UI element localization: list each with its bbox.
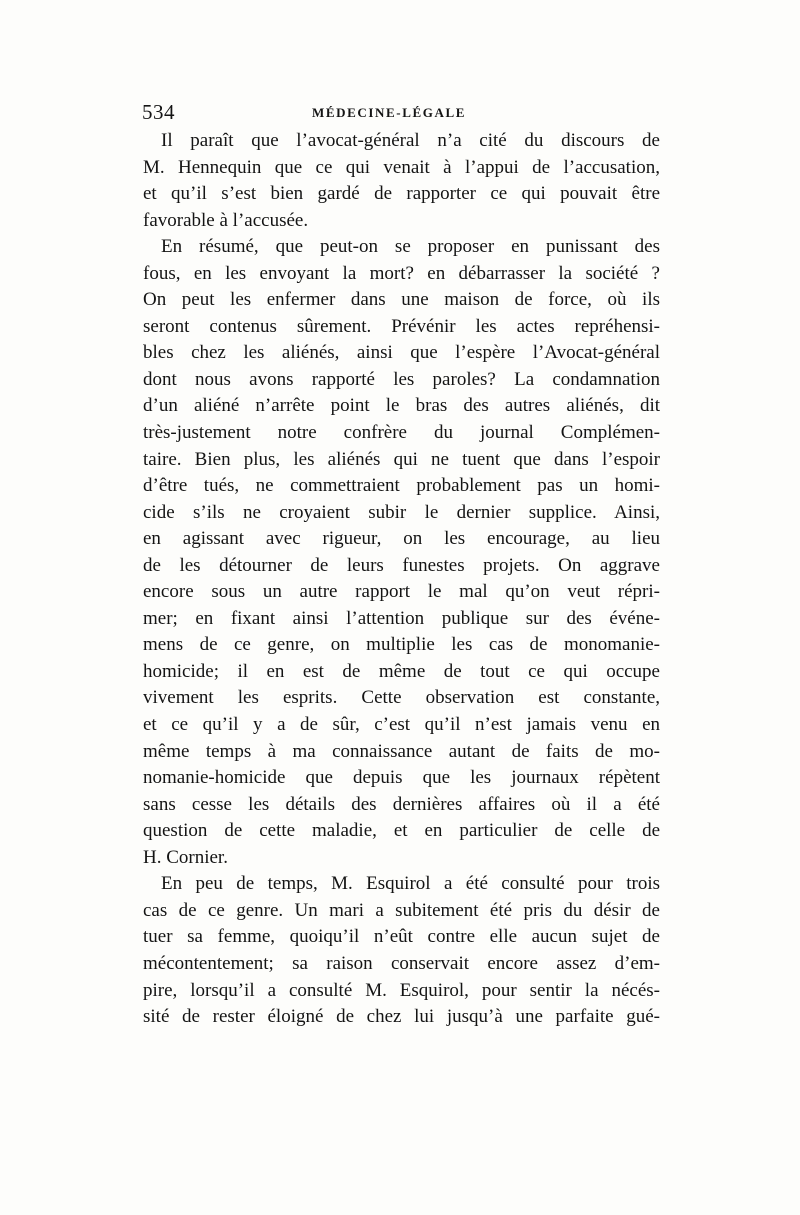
text-line: mer; en fixant ainsi l’attention publique sur des événe- xyxy=(143,607,660,629)
text-line: vivement les esprits. Cette observation est constante, xyxy=(143,687,660,709)
text-line: même temps à ma connaissance autant de faits de mo- xyxy=(143,740,660,762)
text-line: encore sous un autre rapport le mal qu’on veut répri- xyxy=(143,581,660,603)
text-line: mens de ce genre, on multiplie les cas de monomanie- xyxy=(143,634,660,656)
text-line: de les détourner de leurs funestes projets. On aggrave xyxy=(143,554,660,576)
running-title: MÉDECINE-LÉGALE xyxy=(312,105,467,120)
text-line: M. Hennequin que ce qui venait à l’appui de l’accusation, xyxy=(143,156,660,178)
text-line: très-justement notre confrère du journal Complémen- xyxy=(143,422,660,444)
text-line: et qu’il s’est bien gardé de rapporter ce qui pouvait être xyxy=(143,183,660,205)
text-line: Il paraît que l’avocat-général n’a cité du discours de xyxy=(161,130,660,151)
text-line: nomanie-homicide que depuis que les journaux répètent xyxy=(143,767,660,789)
page-number: 534 xyxy=(142,100,175,124)
running-head xyxy=(142,100,662,124)
text-line: bles chez les aliénés, ainsi que l’espère l’Avocat-général xyxy=(143,342,660,364)
text-line: seront contenus sûrement. Prévénir les actes repréhensi- xyxy=(143,315,660,337)
text-line: En résumé, que peut-on se proposer en punissant des xyxy=(161,236,660,258)
text-line: d’être tués, ne commettraient probablement pas un homi- xyxy=(143,475,660,497)
text-line: question de cette maladie, et en particulier de celle de xyxy=(143,820,660,842)
text-line: homicide; il en est de même de tout ce qui occupe xyxy=(143,660,660,682)
text-line: dont nous avons rapporté les paroles? La condamnation xyxy=(143,368,660,390)
text-line: et ce qu’il y a de sûr, c’est qu’il n’est jamais venu en xyxy=(143,714,660,736)
text-line: On peut les enfermer dans une maison de force, où ils xyxy=(143,289,660,311)
text-line: tuer sa femme, quoiqu’il n’eût contre elle aucun sujet de xyxy=(143,926,660,948)
text-line: mécontentement; sa raison conservait encore assez d’em- xyxy=(143,952,660,974)
text-line: cas de ce genre. Un mari a subitement été pris du désir de xyxy=(143,899,660,921)
text-line: pire, lorsqu’il a consulté M. Esquirol, pour sentir la nécés- xyxy=(143,979,660,1001)
text-line: En peu de temps, M. Esquirol a été consulté pour trois xyxy=(161,873,660,895)
text-body xyxy=(143,128,660,1031)
text-line: H. Cornier. xyxy=(143,846,228,868)
text-line: fous, en les envoyant la mort? en débarrasser la société ? xyxy=(143,262,660,284)
text-line: sans cesse les détails des dernières affaires où il a été xyxy=(143,793,660,815)
text-line: sité de rester éloigné de chez lui jusqu’à une parfaite gué- xyxy=(143,1006,660,1028)
text-line: favorable à l’accusée. xyxy=(143,209,309,231)
text-line: en agissant avec rigueur, on les encourage, au lieu xyxy=(143,528,660,550)
text-line: d’un aliéné n’arrête point le bras des autres aliénés, dit xyxy=(143,395,660,417)
text-line: taire. Bien plus, les aliénés qui ne tuent que dans l’espoir xyxy=(143,448,660,470)
text-line: cide s’ils ne croyaient subir le dernier supplice. Ainsi, xyxy=(143,501,660,523)
